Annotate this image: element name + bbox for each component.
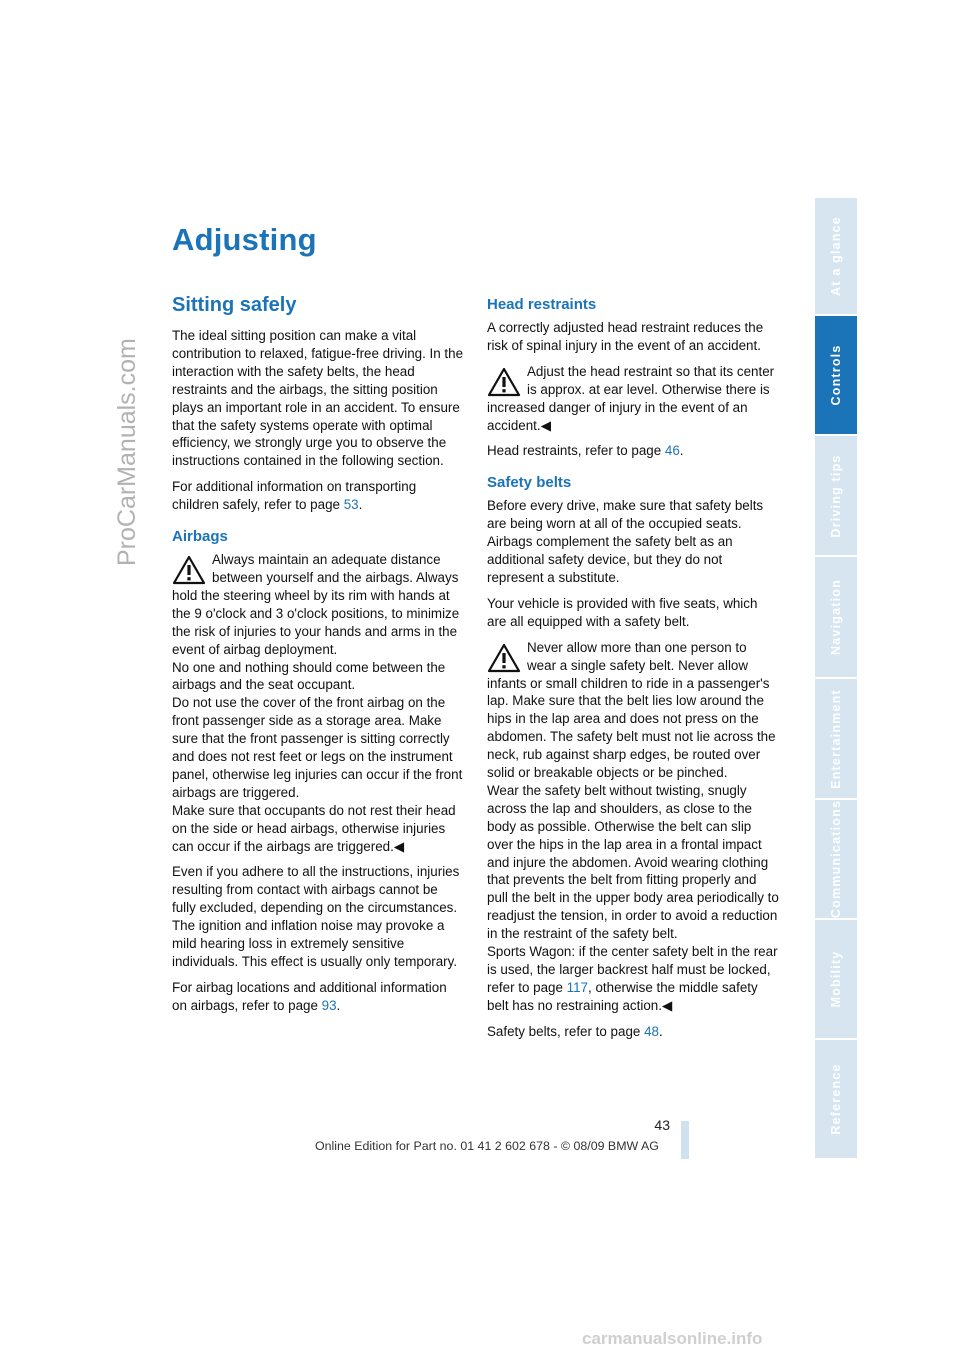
airbags-warning	[172, 551, 464, 855]
subheading-safety-belts: Safety belts	[487, 474, 572, 492]
subheading-head-restraints: Head restraints	[487, 296, 597, 313]
subheading-airbags: Airbags	[172, 528, 228, 546]
safety-belts-paragraph-2: Your vehicle is provided with five seats, which are all equipped with a safety belt.	[487, 595, 758, 629]
safety-belts-paragraph-1: Before every drive, make sure that safety belts are being worn at all of the occupied seats. Airbags complement the safety belt as an additional safety device, but they do not represent a substitute.	[487, 498, 764, 585]
tab-reference[interactable]: Reference	[815, 1040, 857, 1158]
watermark-text: ProCarManuals.com	[113, 338, 141, 566]
tab-mobility[interactable]: Mobility	[815, 920, 857, 1038]
airbags-warning-text-2: No one and nothing should come between the airbags and the seat occupant.	[172, 659, 446, 693]
head-restraints-warning	[487, 363, 779, 435]
tab-navigation[interactable]: Navigation	[815, 557, 857, 677]
page-link-46[interactable]: 46	[664, 443, 680, 459]
page-number: 43	[654, 1117, 670, 1133]
left-column	[172, 292, 464, 1023]
footer-edition: Online Edition for Part no. 01 41 2 602 678 - © 08/09 BMW AG	[315, 1139, 659, 1153]
safety-belts-warning-text-3: Sports Wagon: if the center safety belt in the rear is used, the larger backrest half must be locked, refer to page 117, otherwise the middle safety belt has no restraining action.◀	[487, 944, 778, 1013]
tab-entertainment[interactable]: Entertainment	[815, 679, 857, 798]
page-title: Adjusting	[172, 222, 317, 257]
tab-driving-tips[interactable]: Driving tips	[815, 436, 857, 555]
tab-at-a-glance[interactable]: At a glance	[815, 198, 857, 314]
chapter-tabs	[815, 198, 857, 1160]
airbags-paragraph-1: Even if you adhere to all the instructions, injuries resulting from contact with airbags cannot be fully excluded, depending on the circumstances. The ignition and inflation noise may provoke a mild hearing loss in extremely sensitive individuals. This effect is usually only temporary.	[172, 864, 460, 969]
safety-belts-warning-text-1: Never allow more than one person to wear a single safety belt. Never allow infants or small children to ride in a passenger's lap. Make sure that the belt lies low around the hips in the lap area and does not press on the abdomen. The safety belt must not lie across the neck, rub against sharp edges, be routed over solid or breakable objects or be pinched.	[487, 639, 776, 781]
airbags-warning-text-1: Always maintain an adequate distance between yourself and the airbags. Always hold the steering wheel by its rim with hands at the 9 o'clock and 3 o'clock positions, to minimize the risk of injuries to your hands and arms in the event of airbag deployment.	[172, 552, 460, 657]
page-number-bar	[681, 1121, 689, 1159]
tab-communications[interactable]: Communications	[815, 800, 857, 918]
tab-controls[interactable]: Controls	[815, 316, 857, 434]
head-restraints-reference: Head restraints, refer to page 46.	[487, 443, 684, 459]
safety-belts-reference: Safety belts, refer to page 48.	[487, 1023, 663, 1039]
safety-belts-warning	[487, 639, 779, 1015]
page-link-48[interactable]: 48	[644, 1023, 659, 1039]
head-restraints-warning-text: Adjust the head restraint so that its center is approx. at ear level. Otherwise there is increased danger of injury in the event of an accident.◀	[487, 363, 775, 433]
warning-triangle-icon	[487, 367, 521, 397]
page-link-117[interactable]: 117	[566, 979, 589, 995]
safety-belts-warning-text-2: Wear the safety belt without twisting, snugly across the lap and shoulders, as close to the body as possible. Otherwise the belt can slip over the hips in the lap area in a frontal impact and injure the abdomen. Avoid wearing clothing that prevents the belt from fitting properly and pull the belt in the upper body area periodically to readjust the tension, in order to avoid a reduction in the restraint of the safety belt.	[487, 782, 779, 942]
right-column	[487, 292, 779, 1049]
children-reference: For additional information on transporting children safely, refer to page 53.	[172, 479, 417, 513]
intro-paragraph: The ideal sitting position can make a vital contribution to relaxed, fatigue-free driving. In the interaction with the safety belts, the head restraints and the airbags, the sitting position plays an important role in an accident. To ensure that the safety systems operate with optimal efficiency, we strongly urge you to observe the instructions contained in the following section.	[172, 328, 464, 469]
airbags-warning-text-4: Make sure that occupants do not rest their head on the side or head airbags, otherwise injuries can occur if the airbags are triggered.◀	[172, 802, 456, 854]
bottom-site-watermark: carmanualsonline.info	[582, 1329, 763, 1348]
airbags-reference: For airbag locations and additional information on airbags, refer to page 93.	[172, 979, 447, 1013]
page-link-93[interactable]: 93	[321, 997, 337, 1013]
section-heading-sitting-safely: Sitting safely	[172, 294, 297, 316]
warning-triangle-icon	[172, 555, 206, 585]
head-restraints-paragraph: A correctly adjusted head restraint reduces the risk of spinal injury in the event of an accident.	[487, 320, 764, 353]
airbags-warning-text-3: Do not use the cover of the front airbag on the front passenger side as a storage area. Make sure that the front passenger is sitting correctly and does not rest feet or legs on the instrument panel, otherwise leg injuries can occur if the front airbags are triggered.	[172, 695, 463, 800]
warning-triangle-icon	[487, 643, 521, 673]
page-link-53[interactable]: 53	[343, 497, 359, 513]
